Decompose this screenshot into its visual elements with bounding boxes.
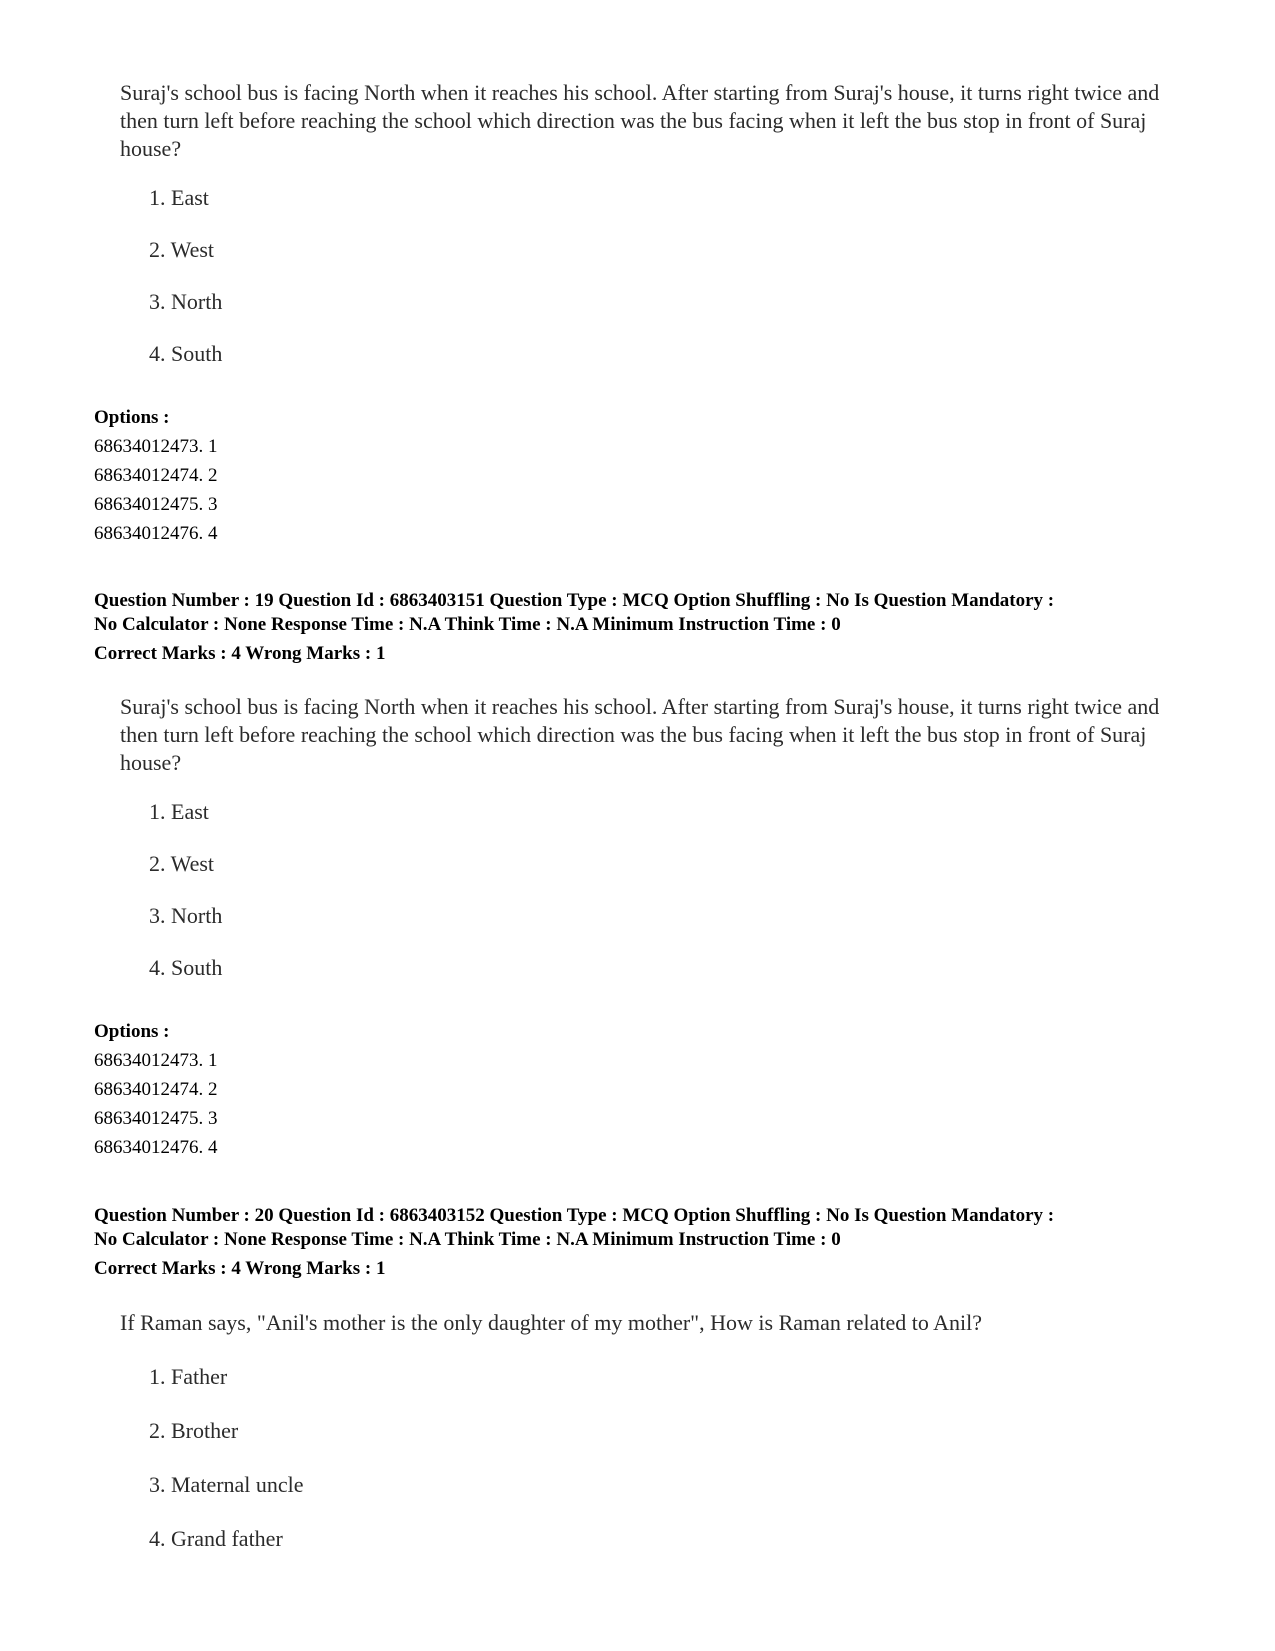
marks-line: Correct Marks : 4 Wrong Marks : 1 bbox=[94, 643, 386, 664]
answer-choice: 1. East bbox=[149, 185, 209, 210]
options-heading: Options : bbox=[94, 407, 170, 428]
answer-choice: 3. North bbox=[149, 289, 223, 314]
answer-choice: 1. East bbox=[149, 799, 209, 824]
option-id: 68634012474. 2 bbox=[94, 1079, 218, 1100]
question-text: Suraj's school bus is facing North when it reaches his school. After starting from Suraj's house, it turns right twice and then turn left before reaching the school which direction was the bus facing when it left the bus stop in front of Suraj house? bbox=[120, 694, 1160, 775]
option-id: 68634012476. 4 bbox=[94, 523, 218, 544]
marks-line: Correct Marks : 4 Wrong Marks : 1 bbox=[94, 1258, 386, 1279]
answer-choice: 1. Father bbox=[149, 1364, 228, 1389]
question-meta-line: Question Number : 19 Question Id : 6863403151 Question Type : MCQ Option Shuffling : No Is Question Mandatory : bbox=[94, 590, 1055, 611]
question-text: Suraj's school bus is facing North when it reaches his school. After starting from Suraj's house, it turns right twice and then turn left before reaching the school which direction was the bus facing when it left the bus stop in front of Suraj house? bbox=[120, 80, 1160, 161]
answer-choice: 3. North bbox=[149, 903, 223, 928]
question-meta-line: No Calculator : None Response Time : N.A Think Time : N.A Minimum Instruction Time : 0 bbox=[94, 1229, 841, 1250]
answer-choice: 4. South bbox=[149, 341, 223, 366]
answer-choice: 2. West bbox=[149, 237, 215, 262]
answer-choice: 2. West bbox=[149, 851, 215, 876]
options-heading: Options : bbox=[94, 1021, 170, 1042]
option-id: 68634012475. 3 bbox=[94, 494, 218, 515]
answer-choice: 4. Grand father bbox=[149, 1526, 283, 1551]
option-id: 68634012474. 2 bbox=[94, 465, 218, 486]
answer-choice: 4. South bbox=[149, 955, 223, 980]
option-id: 68634012473. 1 bbox=[94, 1050, 218, 1071]
question-meta-line: No Calculator : None Response Time : N.A Think Time : N.A Minimum Instruction Time : 0 bbox=[94, 614, 841, 635]
option-id: 68634012475. 3 bbox=[94, 1108, 218, 1129]
question-text: If Raman says, "Anil's mother is the only daughter of my mother", How is Raman related to Anil? bbox=[120, 1310, 983, 1335]
question-meta-line: Question Number : 20 Question Id : 6863403152 Question Type : MCQ Option Shuffling : No Is Question Mandatory : bbox=[94, 1205, 1055, 1226]
option-id: 68634012473. 1 bbox=[94, 436, 218, 457]
answer-choice: 3. Maternal uncle bbox=[149, 1472, 304, 1497]
option-id: 68634012476. 4 bbox=[94, 1137, 218, 1158]
answer-choice: 2. Brother bbox=[149, 1418, 239, 1443]
